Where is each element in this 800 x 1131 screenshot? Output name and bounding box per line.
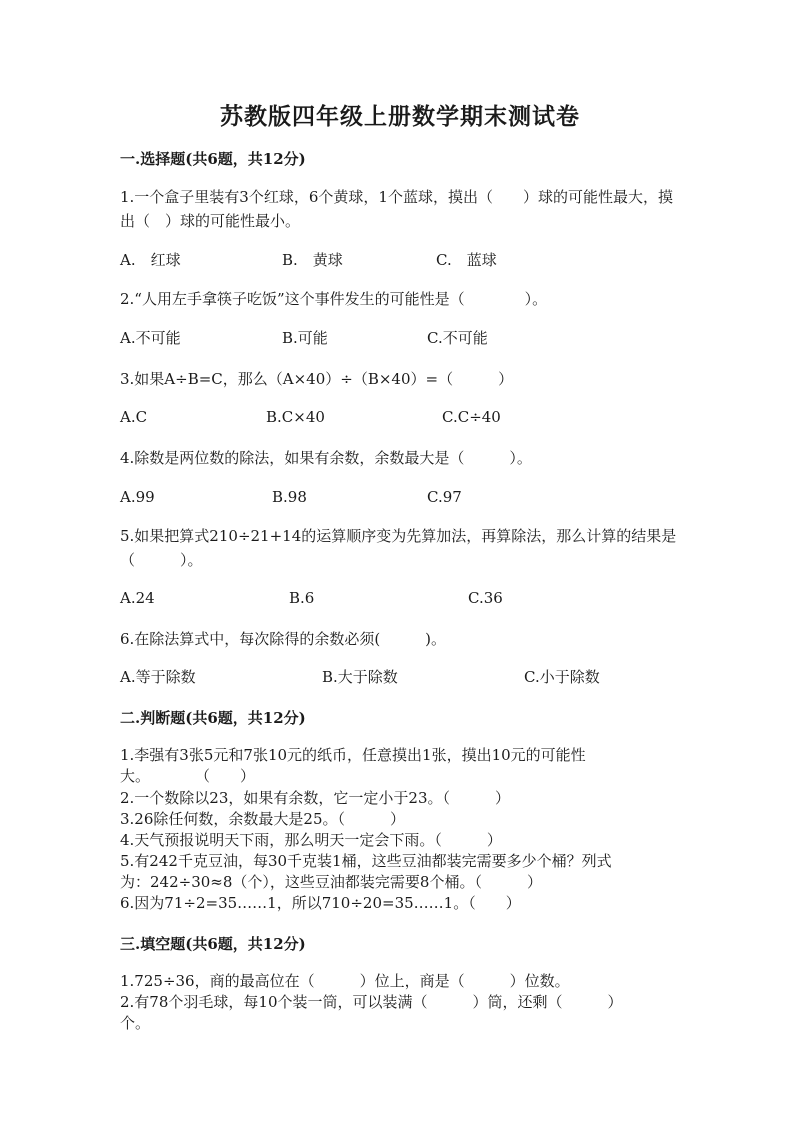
- judgment-line: 大。 （ ）: [120, 767, 256, 785]
- judgment-line: 2.一个数除以23，如果有余数，它一定小于23。（ ）: [120, 789, 510, 807]
- option-b[interactable]: B.大于除数: [322, 668, 398, 686]
- fill-line: 2.有78个羽毛球，每10个装一筒，可以装满（ ）筒，还剩（ ）: [120, 993, 623, 1011]
- fill-line: 1.725÷36，商的最高位在（ ）位上，商是（ ）位数。: [120, 972, 570, 990]
- option-a[interactable]: A.不可能: [120, 329, 181, 347]
- option-a[interactable]: A.等于除数: [120, 668, 196, 686]
- option-c[interactable]: C.97: [427, 488, 462, 506]
- option-b[interactable]: B.可能: [282, 329, 328, 347]
- judgment-line: 5.有242千克豆油，每30千克装1桶，这些豆油都装完需要多少个桶？列式: [120, 852, 612, 870]
- option-b[interactable]: B.98: [272, 488, 307, 506]
- option-a[interactable]: A.C: [120, 408, 148, 426]
- section-heading-judgment: 二.判断题(共6题，共12分): [120, 709, 306, 727]
- question-text: 4.除数是两位数的除法，如果有余数，余数最大是（ ）。: [120, 449, 532, 467]
- question-text: 6.在除法算式中，每次除得的余数必须( )。: [120, 630, 447, 648]
- option-c[interactable]: C. 蓝球: [436, 251, 497, 269]
- question-text: 5.如果把算式210÷21+14的运算顺序变为先算加法，再算除法，那么计算的结果是（ ）。: [120, 527, 677, 569]
- option-a[interactable]: A.99: [120, 488, 155, 506]
- judgment-line: 3.26除任何数，余数最大是25。（ ）: [120, 810, 405, 828]
- option-a[interactable]: A. 红球: [120, 251, 181, 269]
- option-c[interactable]: C.C÷40: [442, 408, 501, 426]
- question-text: 2.“人用左手拿筷子吃饭”这个事件发生的可能性是（ ）。: [120, 290, 548, 308]
- question-text: 3.如果A÷B=C，那么（A×40）÷（B×40）=（ ）: [120, 370, 514, 388]
- option-b[interactable]: B. 黄球: [282, 251, 343, 269]
- section-heading-fill: 三.填空题(共6题，共12分): [120, 935, 306, 953]
- fill-line: 个。: [120, 1014, 151, 1032]
- option-a[interactable]: A.24: [120, 589, 155, 607]
- judgment-line: 4.天气预报说明天下雨，那么明天一定会下雨。（ ）: [120, 831, 502, 849]
- judgment-line: 为：242÷30≈8（个），这些豆油都装完需要8个桶。（ ）: [120, 873, 542, 891]
- judgment-line: 1.李强有3张5元和7张10元的纸币，任意摸出1张，摸出10元的可能性: [120, 746, 586, 764]
- option-c[interactable]: C.36: [468, 589, 503, 607]
- judgment-line: 6.因为71÷2=35……1，所以710÷20=35……1。（ ）: [120, 894, 521, 912]
- option-c[interactable]: C.小于除数: [524, 668, 600, 686]
- option-b[interactable]: B.C×40: [266, 408, 325, 426]
- page-title: 苏教版四年级上册数学期末测试卷: [220, 103, 580, 130]
- question-text: 1.一个盒子里装有3个红球，6个黄球，1个蓝球，摸出（ ）球的可能性最大，摸出（ ）球的可能性最小。: [120, 188, 673, 230]
- option-b[interactable]: B.6: [289, 589, 315, 607]
- option-c[interactable]: C.不可能: [427, 329, 488, 347]
- section-heading-choice: 一.选择题(共6题，共12分): [120, 150, 306, 168]
